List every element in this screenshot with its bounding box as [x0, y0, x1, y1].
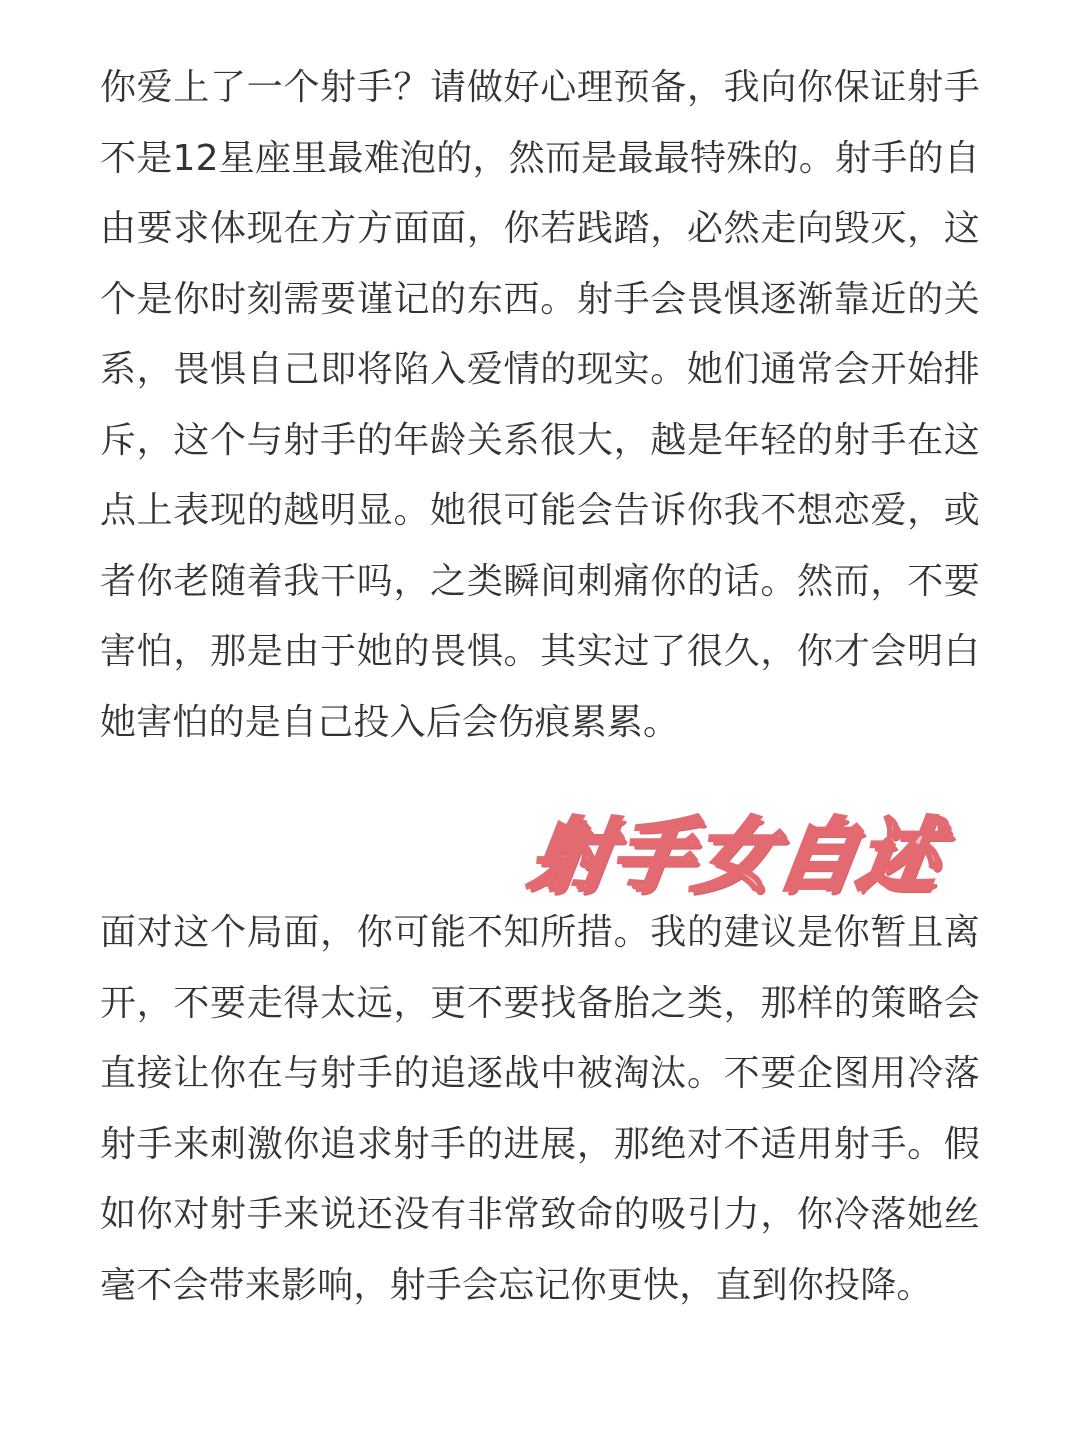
article-paragraph-2: 面对这个局面，你可能不知所措。我的建议是你暂且离开，不要走得太远，更不要找备胎之类，那样的策略会直接让你在与射手的追逐战中被淘汰。不要企图用冷落射手来刺激你追求射手的进展，那绝对不适用射手。假如你对射手来说还没有非常致命的吸引力，你冷落她丝毫不会带来影响，射手会忘记你更快，直到你投降。 [100, 912, 980, 1306]
article-paragraph-1: 你爱上了一个射手？请做好心理预备，我向你保证射手不是12星座里最难泡的，然而是最最特殊的。射手的自由要求体现在方方面面，你若践踏，必然走向毁灭，这个是你时刻需要谨记的东西。射手会畏惧逐渐靠近的关系，畏惧自己即将陷入爱情的现实。她们通常会开始排斥，这个与射手的年龄关系很大，越是年轻的射手在这点上表现的越明显。她很可能会告诉你我不想恋爱，或者你老随着我干吗，之类瞬间刺痛你的话。然而，不要害怕，那是由于她的畏惧。其实过了很久，你才会明白她害怕的是自己投入后会伤痕累累。 [100, 67, 980, 743]
title-sticker: 射手女自述 [523, 809, 947, 902]
